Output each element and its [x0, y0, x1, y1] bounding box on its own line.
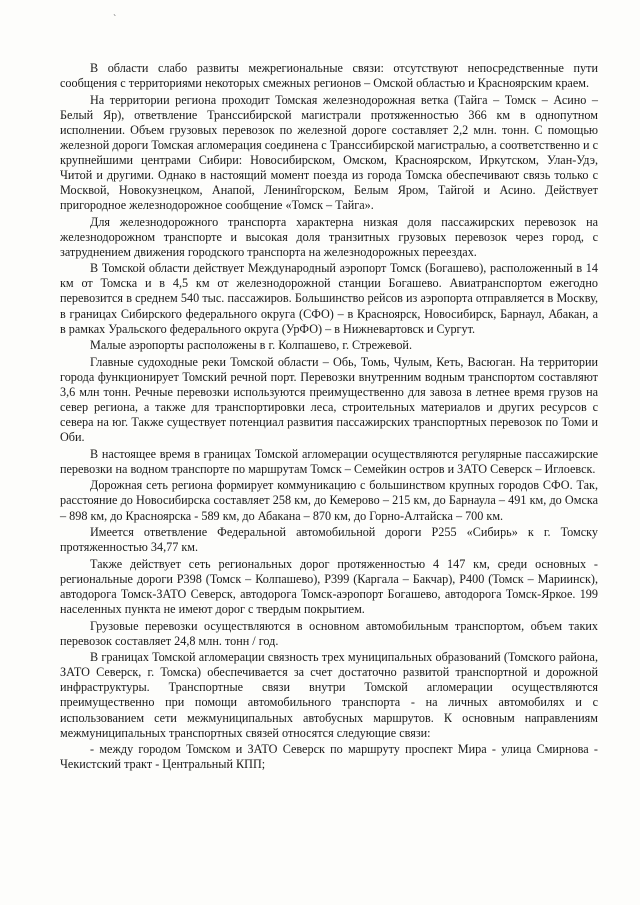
paragraph: Малые аэропорты расположены в г. Колпашево, г. Стрежевой.	[90, 338, 412, 353]
paragraph: Имеется ответвление Федеральной автомобильной дороги Р255 «Сибирь» к г. Томску протяженностью 34,77 км.	[60, 525, 598, 555]
paragraph: В области слабо развиты межрегиональные связи: отсутствуют непосредственные пути сообщения с территориями некоторых смежных регионов – Омской областью и Красноярским краем.	[60, 61, 598, 91]
paragraph: На территории региона проходит Томская железнодорожная ветка (Тайга – Томск – Асино – Белый Яр), ответвление Транссибирской магистрали протяженностью 366 км в однопутном исполнении. Объем грузовых перевозок по железной дороге составляет 2,2 млн. тонн. С помощью железной дороги Томская агломерация соединена с Транссибирской магистралью, а соответственно и с крупнейшими центрами Сибири: Новосибирском, Омском, Красноярском, Иркутском, Улан-Удэ, Читой и другими. Однако в настоящий момент поезда из города Томска обеспечивают связь только с Москвой, Новокузнецком, Анапой, Ленинîгорском, Белым Яром, Тайгой и Асино. Действует пригородное железнодорожное сообщение «Томск – Тайга».	[60, 92, 598, 213]
document-body	[60, 61, 598, 774]
paragraph: Главные судоходные реки Томской области – Обь, Томь, Чулым, Кеть, Васюган. На территории города функционирует Томский речной порт. Перевозки внутренним водным транспортом составляют 3,6 млн тонн. Речные перевозки используются преимущественно для завоза в летнее время грузов на север региона, а также для транспортировки леса, строительных материалов и других ресурсов с севера на юг. Также существует потенциал развития пассажирских транспортных перевозок по Томи и Оби.	[60, 354, 598, 445]
paragraph: Также действует сеть региональных дорог протяженностью 4 147 км, среди основных - региональные дороги Р398 (Томск – Колпашево), Р399 (Каргала – Бакчар), Р400 (Томск – Мариинск), автодорога Томск-ЗАТО Северск, автодорога Томск-аэропорт Богашево, автодорога Томск-Яркое. 199 населенных пункта не имеют дорог с твердым покрытием.	[60, 556, 598, 616]
paragraph: Грузовые перевозки осуществляются в основном автомобильным транспортом, объем таких перевозок составляет 24,8 млн. тонн / год.	[60, 618, 598, 648]
paragraph: В Томской области действует Международный аэропорт Томск (Богашево), расположенный в 14 км от Томска и в 4,5 км от железнодорожной станции Богашево. Авиатранспортом ежегодно перевозится в среднем 540 тыс. пассажиров. Большинство рейсов из аэропорта отправляется в Москву, в границах Сибирского федерального округа (СФО) – в Красноярск, Новосибирск, Барнаул, Абакан, а в рамках Уральского федерального округа (УрФО) – в Нижневартовск и Сургут.	[60, 261, 598, 336]
paragraph: В границах Томской агломерации связность трех муниципальных образований (Томского района, ЗАТО Северск, г. Томска) обеспечивается за счет достаточно развитой транспортной и дорожной инфраструктуры. Транспортные связи внутри Томской агломерации осуществляются преимущественно при помощи автомобильного транспорта - на личных автомобилях и с использованием сети межмуниципальных автобусных маршрутов. К основным направлениям межмуниципальных транспортных связей относятся следующие связи:	[60, 650, 598, 740]
paragraph: В настоящее время в границах Томской агломерации осуществляются регулярные пассажирские перевозки на водном транспорте по маршрутам Томск – Семейкин остров и ЗАТО Северск – Иглоевск.	[60, 446, 598, 476]
paragraph: - между городом Томском и ЗАТО Северск по маршруту проспект Мира - улица Смирнова - Чекистский тракт - Центральный КПП;	[60, 742, 598, 772]
paragraph: Дорожная сеть региона формирует коммуникацию с большинством крупных городов СФО. Так, расстояние до Новосибирска составляет 258 км, до Кемерово – 215 км, до Барнаула – 491 км, до Омска – 898 км, до Красноярска - 589 км, до Абакана – 870 км, до Горно-Алтайска – 700 км.	[60, 478, 598, 523]
paragraph: Для железнодорожного транспорта характерна низкая доля пассажирских перевозок на железнодорожном транспорте и высокая доля транзитных грузовых перевозок через город, с затруднением движения городского транспорта на железнодорожных переездах.	[60, 214, 598, 259]
scan-mark: `	[113, 14, 117, 25]
